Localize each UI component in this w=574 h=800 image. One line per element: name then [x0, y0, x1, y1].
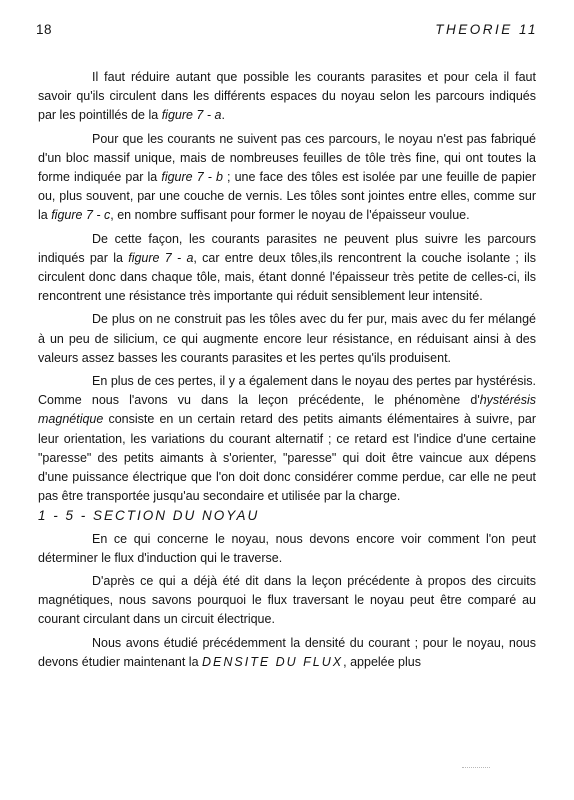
paragraph-8: Nous avons étudié précédemment la densité du courant ; pour le noyau, nous devons étudier maintenant la DENSITE DU FLUX, appelée plus — [38, 635, 536, 669]
figure-reference: figure 7 - a — [128, 250, 194, 265]
figure-reference: figure 7 - a — [161, 108, 222, 123]
paragraph-1: Il faut réduire autant que possible les courants parasites et pour cela il faut savoir qu'ils circulent dans les différents espaces du noyau selon les parcours indiqués par les pointillés de la figure 7 - a. — [38, 70, 536, 123]
paragraph-6: En ce qui concerne le noyau, nous devons encore voir comment l'on peut déterminer le flux d'induction qui le traverse. — [38, 531, 536, 565]
section-heading: 1 - 5 - SECTION DU NOYAU — [38, 508, 260, 524]
scan-mark — [462, 767, 490, 771]
figure-reference: figure 7 - b — [161, 170, 223, 185]
page-number: 18 — [36, 22, 53, 37]
running-title: THEORIE 11 — [435, 22, 538, 37]
paragraph-4: De plus on ne construit pas les tôles avec du fer pur, mais avec du fer mélangé à un peu de silicium, ce qui augmente encore leur résistance, en réduisant ainsi à des valeurs assez basses les courants parasites et les pertes qu'ils produisent. — [38, 312, 536, 365]
section-body — [38, 530, 536, 672]
paragraph-2: Pour que les courants ne suivent pas ces parcours, le noyau n'est pas fabriqué d'un bloc massif unique, mais de nombreuses feuilles de tôle très fine, qui ont toutes la forme indiquée par la figure 7 - b ; une face des tôles est isolée par une feuille de papier ou, plus souvent, par une couche de vernis. Les tôles sont jointes entre elles, comme sur la figure 7 - c, en nombre suffisant pour former le noyau de l'épaisseur voulue. — [38, 131, 536, 223]
emphasis-term: hystérésis magnétique — [38, 393, 536, 427]
paragraph-7: D'après ce qui a déjà été dit dans la leçon précédente à propos des circuits magnétiques, nous savons pourquoi le flux traversant le noyau peut être comparé au courant circulant dans un circuit électrique. — [38, 574, 536, 627]
paragraph-5: En plus de ces pertes, il y a également dans le noyau des pertes par hystérésis. Comme nous l'avons vu dans la leçon précédente, le phénomène d'hystérésis magnétique consiste en un certain retard des petits aimants élémentaires à suivre, par leur orientation, les variations du courant alternatif ; ce retard est l'indice d'une certaine "paresse" des petits aimants à s'orienter, "paresse" qui doit être vaincue aux dépens d'une puissance électrique que l'on doit donc considérer comme perdue, car elle ne peut pas être transportée jusqu'au secondaire et utilisée par la charge. — [38, 374, 536, 504]
body-text — [38, 68, 536, 676]
paragraph-3: De cette façon, les courants parasites ne peuvent plus suivre les parcours indiqués par la figure 7 - a, car entre deux tôles,ils rencontrent la couche isolante ; ils circulent donc dans chaque tôle, mais, étant donné l'épaisseur très petite de celles-ci, ils rencontrent une résistance très importante qui réduit sensiblement leur intensité. — [38, 231, 536, 304]
emphasis-term: DENSITE DU FLUX — [202, 654, 344, 669]
figure-reference: figure 7 - c — [51, 208, 111, 223]
page-header — [36, 22, 538, 42]
